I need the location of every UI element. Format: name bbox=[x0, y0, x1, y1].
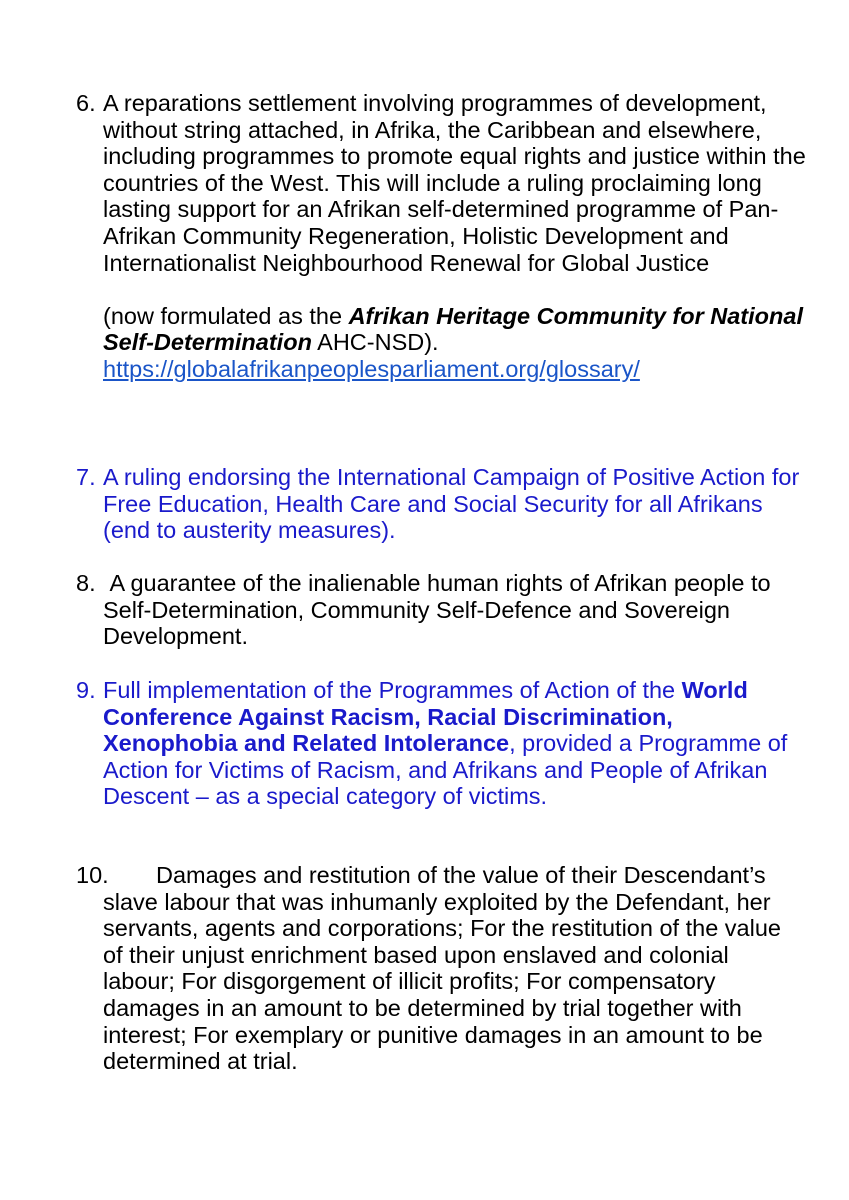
note-emphasis: Afrikan Heritage Community for National Self-Determination bbox=[103, 302, 803, 356]
list-item-number: 7. bbox=[76, 464, 96, 490]
list-item-7 bbox=[76, 464, 806, 544]
list-item-body bbox=[103, 464, 806, 544]
list-item-number: 6. bbox=[76, 90, 96, 116]
glossary-link[interactable]: https://globalafrikanpeoplesparliament.org/glossary/ bbox=[103, 355, 640, 382]
list-item-number: 9. bbox=[76, 677, 96, 703]
list-item-text bbox=[103, 862, 806, 1075]
item-text-suffix: , provided a Programme of Action for Victims of Racism, and Afrikans and People of Afrikan Descent – as a special category of victims. bbox=[103, 730, 788, 810]
list-item-text: A guarantee of the inalienable human rights of Afrikan people to Self-Determination, Community Self-Defence and Sovereign Development. bbox=[103, 570, 778, 650]
list-item-number: 10. bbox=[76, 862, 109, 888]
list-item-6 bbox=[76, 90, 806, 383]
list-item-body bbox=[103, 90, 806, 383]
list-item-number: 8. bbox=[76, 570, 96, 596]
list-item-8 bbox=[76, 570, 806, 650]
list-item-body bbox=[103, 570, 806, 650]
conference-name: World Conference Against Racism, Racial Discrimination, Xenophobia and Related Intolerance bbox=[103, 677, 748, 757]
list-item-body bbox=[103, 862, 806, 1075]
note-suffix: AHC-NSD). bbox=[311, 329, 439, 356]
list-item-note bbox=[103, 303, 806, 356]
list-item-text: A reparations settlement involving programmes of development, without string attached, in Afrika, the Caribbean and elsewhere, including programmes to promote equal rights and justice within the countries of the West. This will include a ruling proclaiming long lasting support for an Afrikan self-determined programme of Pan-Afrikan Community Regeneration, Holistic Development and Internationalist Neighbourhood Renewal for Global Justice bbox=[103, 90, 806, 276]
list-item-text: A ruling endorsing the International Campaign of Positive Action for Free Education, Health Care and Social Security for all Afrikans (end to austerity measures). bbox=[103, 464, 800, 544]
item-text-prefix: Full implementation of the Programmes of Action of the bbox=[103, 677, 682, 703]
list-item-10 bbox=[76, 862, 806, 1075]
list-item-9 bbox=[76, 677, 806, 810]
list-item-body bbox=[103, 677, 806, 810]
note-prefix: (now formulated as the bbox=[103, 302, 349, 329]
list-item-text-content: Damages and restitution of the value of their Descendant’s slave labour that was inhumanly exploited by the Defendant, her servants, agents and corporations; For the restitution of the value of their unjust enrichment based upon enslaved and colonial labour; For disgorgement of illicit profits; For compensatory damages in an amount to be determined by trial together with interest; For exemplary or punitive damages in an amount to be determined at trial. bbox=[103, 862, 781, 1075]
